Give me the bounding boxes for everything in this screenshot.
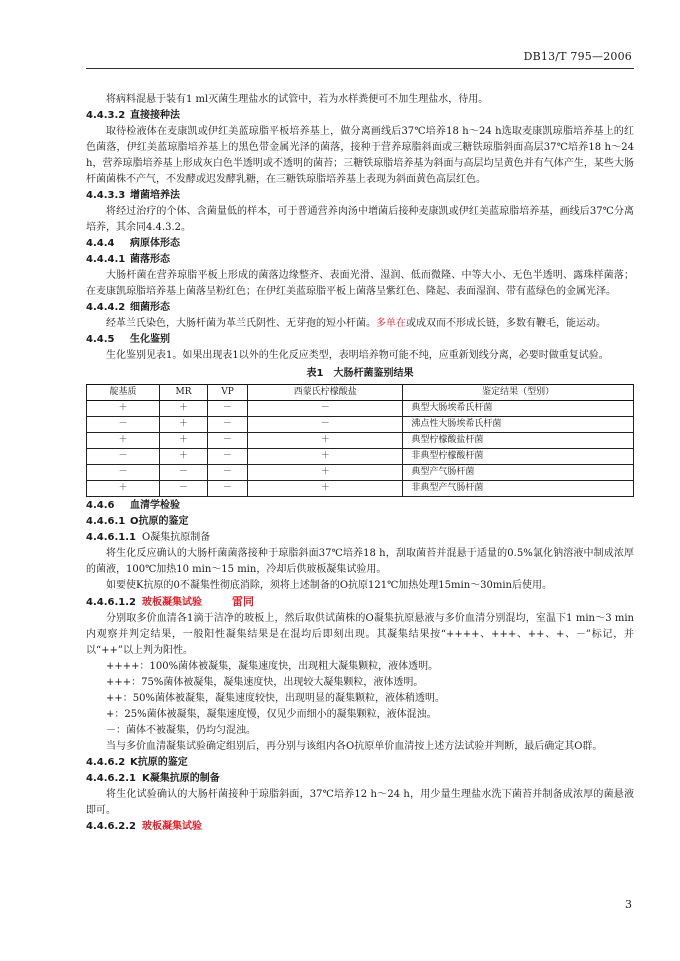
- heading-number: 4.4.6.1: [86, 516, 126, 527]
- table-title: 表1 大肠杆菌鉴别结果: [306, 368, 414, 379]
- heading-title: 直接接种法: [130, 110, 180, 121]
- table-cell-result: 典型大肠埃希氏杆菌: [403, 401, 634, 417]
- table-cell-result: 非典型柠檬酸杆菌: [403, 449, 634, 465]
- heading-title: O抗原的鉴定: [130, 516, 189, 527]
- heading-4-4-6-1-2: [86, 594, 634, 611]
- table-cell: ＋: [87, 401, 160, 417]
- document-id: DB13/T 795—2006: [523, 50, 632, 63]
- page-content: [86, 92, 634, 835]
- header-rule: [86, 68, 634, 69]
- column-header: 靛基质: [87, 385, 160, 401]
- heading-title: 玻板凝集试验: [142, 597, 202, 608]
- table-cell: －: [208, 401, 248, 417]
- table-cell: －: [160, 465, 208, 481]
- table-header-row: [87, 385, 634, 401]
- heading-title: K凝集抗原的制备: [142, 773, 220, 784]
- table-cell: －: [87, 465, 160, 481]
- paragraph-sample-prep: 将病料混悬于装有1 ml灭菌生理盐水的试管中，若为水样粪便可不加生理盐水，待用。: [106, 94, 489, 105]
- table-cell: －: [160, 481, 208, 497]
- heading-4-4-6-2-2: [86, 819, 634, 835]
- paragraph-o-group: 当与多价血清凝集试验确定组别后，再分别与该组内各O抗原单价血清按上述方法试验并判断，最后确定其O群。: [106, 741, 603, 752]
- column-header: 鉴定结果（型别）: [403, 385, 634, 401]
- table-cell-result: 沸点性大肠埃希氏杆菌: [403, 417, 634, 433]
- heading-4-4-6: [86, 498, 634, 514]
- table-cell: ＋: [248, 481, 403, 497]
- heading-number: 4.4.6: [86, 500, 115, 511]
- heading-4-4-3-3: [86, 188, 634, 204]
- heading-title: 菌落形态: [130, 254, 170, 265]
- table-row: [87, 417, 634, 433]
- table-cell: ＋: [160, 449, 208, 465]
- annotation-note: 雷同: [232, 595, 254, 608]
- table-cell: ＋: [248, 449, 403, 465]
- heading-number: 4.4.6.1.2: [86, 597, 136, 608]
- table-cell: ＋: [160, 417, 208, 433]
- heading-title: 病原体形态: [130, 238, 180, 249]
- table-cell: ＋: [248, 433, 403, 449]
- paragraph-bacteria-morphology: [86, 316, 634, 332]
- agglutination-level: ++：50%菌体被凝集，凝集速度较快，出现明显的凝集颗粒，液体稍透明。: [106, 693, 445, 704]
- table-row: [87, 433, 634, 449]
- table-cell: －: [248, 417, 403, 433]
- heading-title: 增菌培养法: [130, 190, 180, 201]
- paragraph-biochemical: 生化鉴别见表1。如果出现表1以外的生化反应类型，表明培养物可能不纯，应重新划线分离，必要时做重复试验。: [106, 350, 609, 361]
- table-cell-result: 典型柠檬酸盐杆菌: [403, 433, 634, 449]
- paragraph-enrichment: 将经过治疗的个体、含菌量低的样本，可于普通营养肉汤中增菌后接种麦康凯或伊红美蓝琼脂培养基，画线后37℃分离培养，其余同4.4.3.2。: [86, 206, 634, 233]
- heading-4-4-6-2: [86, 755, 634, 771]
- heading-4-4-3-2: [86, 108, 634, 124]
- heading-number: 4.4.3.3: [86, 190, 126, 201]
- table-row: [87, 401, 634, 417]
- table-cell: －: [248, 401, 403, 417]
- table-cell: －: [208, 481, 248, 497]
- agglutination-level: +：25%菌体被凝集，凝集速度慢，仅见少而细小的凝集颗粒，液体混浊。: [106, 709, 437, 720]
- heading-number: 4.4.5: [86, 334, 115, 345]
- heading-title: O凝集抗原制备: [142, 532, 211, 543]
- heading-4-4-5: [86, 332, 634, 348]
- heading-title: 细菌形态: [130, 302, 170, 313]
- table-row: [87, 465, 634, 481]
- heading-number: 4.4.4.2: [86, 302, 126, 313]
- heading-title: K抗原的鉴定: [130, 757, 188, 768]
- table-cell: －: [87, 417, 160, 433]
- column-header: VP: [208, 385, 248, 401]
- table-row: [87, 449, 634, 465]
- highlighted-text: 多单在: [376, 318, 406, 329]
- heading-number: 4.4.6.2.1: [86, 773, 136, 784]
- agglutination-level: ++++：100%菌体被凝集，凝集速度快，出现粗大凝集颗粒，液体透明。: [106, 661, 439, 672]
- table-cell: ＋: [87, 433, 160, 449]
- table-cell: ＋: [160, 433, 208, 449]
- paragraph-k-antigen-removal: 如要使K抗原的0不凝集性彻底消除，须将上述制备的O抗原121℃加热处理15min～30min后使用。: [106, 580, 552, 591]
- identification-table: [86, 384, 634, 497]
- agglutination-level: －：菌体不被凝集，仍均匀混浊。: [106, 725, 256, 736]
- table-cell: ＋: [87, 481, 160, 497]
- table-cell: －: [208, 465, 248, 481]
- table-cell: －: [208, 417, 248, 433]
- heading-4-4-4-2: [86, 300, 634, 316]
- agglutination-level: +++：75%菌体被凝集，凝集速度快，出现较大凝集颗粒，液体透明。: [106, 677, 424, 688]
- table-row: [87, 481, 634, 497]
- heading-4-4-4-1: [86, 252, 634, 268]
- text-part: 或成双而不形成长链，多数有鞭毛，能运动。: [406, 318, 606, 329]
- paragraph-colony-morphology: 大肠杆菌在营养琼脂平板上形成的菌落边缘整齐、表面光滑、湿润、低而微隆、中等大小、无色半透明、露珠样菌落；在麦康凯琼脂培养基上菌落呈粉红色；在伊红美蓝琼脂平板上菌落呈紫红色、隆起、表面湿润、带有蓝绿色的金属光泽。: [86, 270, 634, 297]
- text-part: 经革兰氏染色，大肠杆菌为革兰氏阴性、无芽孢的短小杆菌。: [106, 318, 376, 329]
- table-cell: ＋: [160, 401, 208, 417]
- heading-number: 4.4.4: [86, 238, 115, 249]
- heading-number: 4.4.6.2: [86, 757, 126, 768]
- paragraph-direct-inoculation: 取待检液体在麦康凯或伊红美蓝琼脂平板培养基上，做分离画线后37℃培养18 h～24 h选取麦康凯琼脂培养基上的红色菌落，伊红美蓝琼脂培养基上的黑色带金属光泽的菌落，接种于营养琼脂斜面或三糖铁琼脂斜面高层37℃培养18 h～24 h，营养琼脂培养基上形成灰白色半透明或不透明的菌苔；三糖铁琼脂培养基为斜面与高层均呈黄色并有气体产生，某些大肠杆菌菌株不产气，不发酵或迟发酵乳糖，在三糖铁琼脂培养基上表现为斜面黄色高层红色。: [86, 126, 634, 185]
- table-cell-result: 典型产气肠杆菌: [403, 465, 634, 481]
- table-cell: ＋: [248, 465, 403, 481]
- heading-title: 玻板凝集试验: [142, 821, 202, 832]
- column-header: MR: [160, 385, 208, 401]
- heading-number: 4.4.3.2: [86, 110, 126, 121]
- column-header: 西蒙氏柠檬酸盐: [248, 385, 403, 401]
- heading-number: 4.4.4.1: [86, 254, 126, 265]
- table-cell: －: [208, 449, 248, 465]
- heading-number: 4.4.6.1.1: [86, 532, 136, 543]
- paragraph-o-antigen-prep: 将生化反应确认的大肠杆菌菌落接种于琼脂斜面37℃培养18 h，刮取菌苔并混悬于适量的0.5%氯化钠溶液中制成浓厚的菌液，100℃加热10 min～15 min，冷却后供玻板凝集试验用。: [86, 548, 634, 575]
- heading-title: 生化鉴别: [130, 334, 170, 345]
- table-cell: －: [208, 433, 248, 449]
- page-number: 3: [625, 898, 632, 911]
- table-cell-result: 非典型产气肠杆菌: [403, 481, 634, 497]
- table-cell: －: [87, 449, 160, 465]
- heading-title: 血清学检验: [130, 500, 180, 511]
- paragraph-k-antigen-prep: 将生化试验确认的大肠杆菌接种于琼脂斜面，37℃培养12 h～24 h，用少量生理盐水洗下菌苔并制备成浓厚的菌悬液即可。: [86, 789, 634, 816]
- heading-4-4-6-2-1: [86, 771, 634, 787]
- paragraph-slide-agglutination: 分别取多价血清各1滴于洁净的玻板上，然后取供试菌株的O凝集抗原悬液与多价血清分别混均，室温下1 min～3 min内观察并判定结果，一般阳性凝集结果是在混均后即刻出现。其凝集结果按“++++、+++、++、+、－”标记，并以“++”以上判为阳性。: [86, 613, 634, 656]
- heading-number: 4.4.6.2.2: [86, 821, 136, 832]
- heading-4-4-4: [86, 236, 634, 252]
- heading-4-4-6-1-1: [86, 530, 634, 546]
- heading-4-4-6-1: [86, 514, 634, 530]
